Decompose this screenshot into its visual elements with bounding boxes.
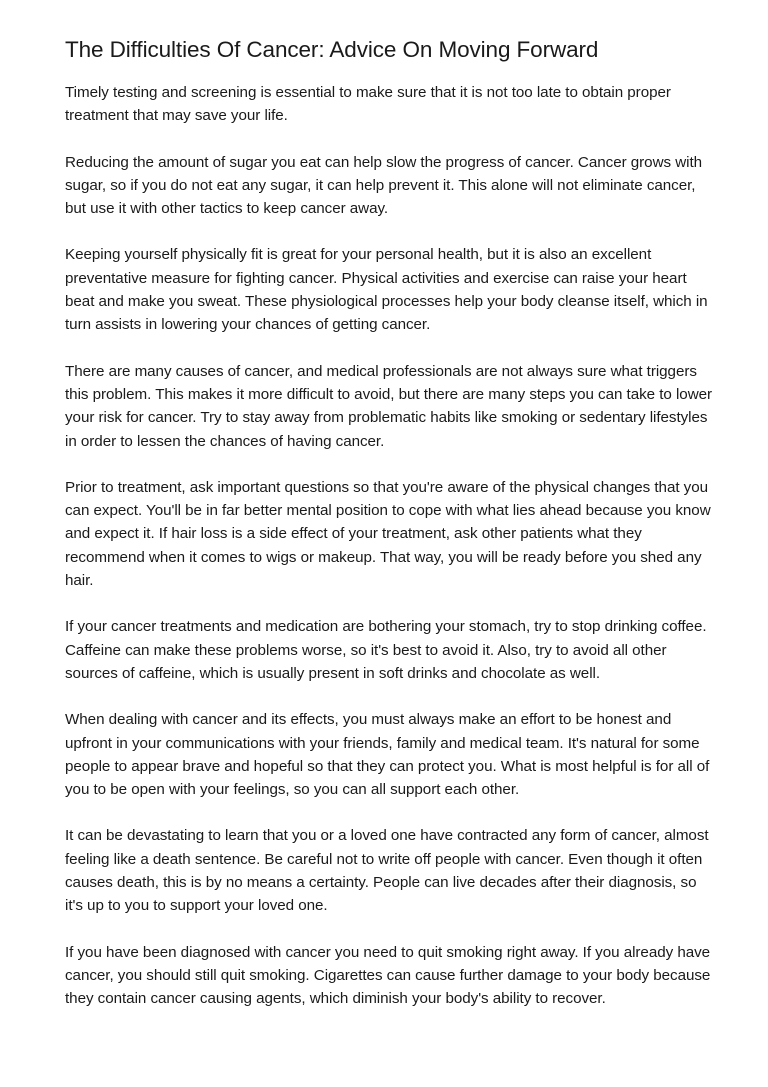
page-title: The Difficulties Of Cancer: Advice On Moving Forward	[65, 37, 599, 62]
paragraph-sugar: Reducing the amount of sugar you eat can help slow the progress of cancer. Cancer grows with sugar, so if you do not eat any sugar, it can help prevent it. This alone will not eliminate cancer, but use it with other tactics to keep cancer away.	[65, 153, 703, 218]
paragraph-treatment-questions: Prior to treatment, ask important questions so that you're aware of the physical changes that you can expect. You'll be in far better mental position to cope with what lies ahead because you know and expect it. If hair loss is a side effect of your treatment, ask other patients what they recommend when it comes to wigs or makeup. That way, you will be ready before you shed any hair.	[65, 478, 711, 590]
paragraph-honesty: When dealing with cancer and its effects, you must always make an effort to be honest and upfront in your communications with your friends, family and medical team. It's natural for some people to appear brave and hopeful so that they can protect you. What is most helpful is for all of you to be open with your feelings, so you can all support each other.	[65, 711, 710, 799]
paragraph-smoking: If you have been diagnosed with cancer you need to quit smoking right away. If you already have cancer, you should still quit smoking. Cigarettes can cause further damage to your body because they contain cancer causing agents, which diminish your body's ability to recover.	[65, 943, 711, 1008]
document-body	[65, 36, 715, 1034]
paragraph-testing: Timely testing and screening is essential to make sure that it is not too late to obtain proper treatment that may save your life.	[65, 84, 671, 125]
paragraph-caffeine: If your cancer treatments and medication are bothering your stomach, try to stop drinking coffee. Caffeine can make these problems worse, so it's best to avoid it. Also, try to avoid all other sources of caffeine, which is usually present in soft drinks and chocolate as well.	[65, 618, 707, 682]
paragraph-causes: There are many causes of cancer, and medical professionals are not always sure what triggers this problem. This makes it more difficult to avoid, but there are many steps you can take to lower your risk for cancer. Try to stay away from problematic habits like smoking or sedentary lifestyles in order to lessen the chances of having cancer.	[65, 362, 713, 450]
paragraph-support: It can be devastating to learn that you or a loved one have contracted any form of cancer, almost feeling like a death sentence. Be careful not to write off people with cancer. Even though it often causes death, this is by no means a certainty. People can live decades after their diagnosis, so it's up to you to support your loved one.	[65, 827, 709, 915]
paragraph-fitness: Keeping yourself physically fit is great for your personal health, but it is also an excellent preventative measure for fighting cancer. Physical activities and exercise can raise your heart beat and make you sweat. These physiological processes help your body cleanse itself, which in turn assists in lowering your chances of getting cancer.	[65, 246, 708, 334]
